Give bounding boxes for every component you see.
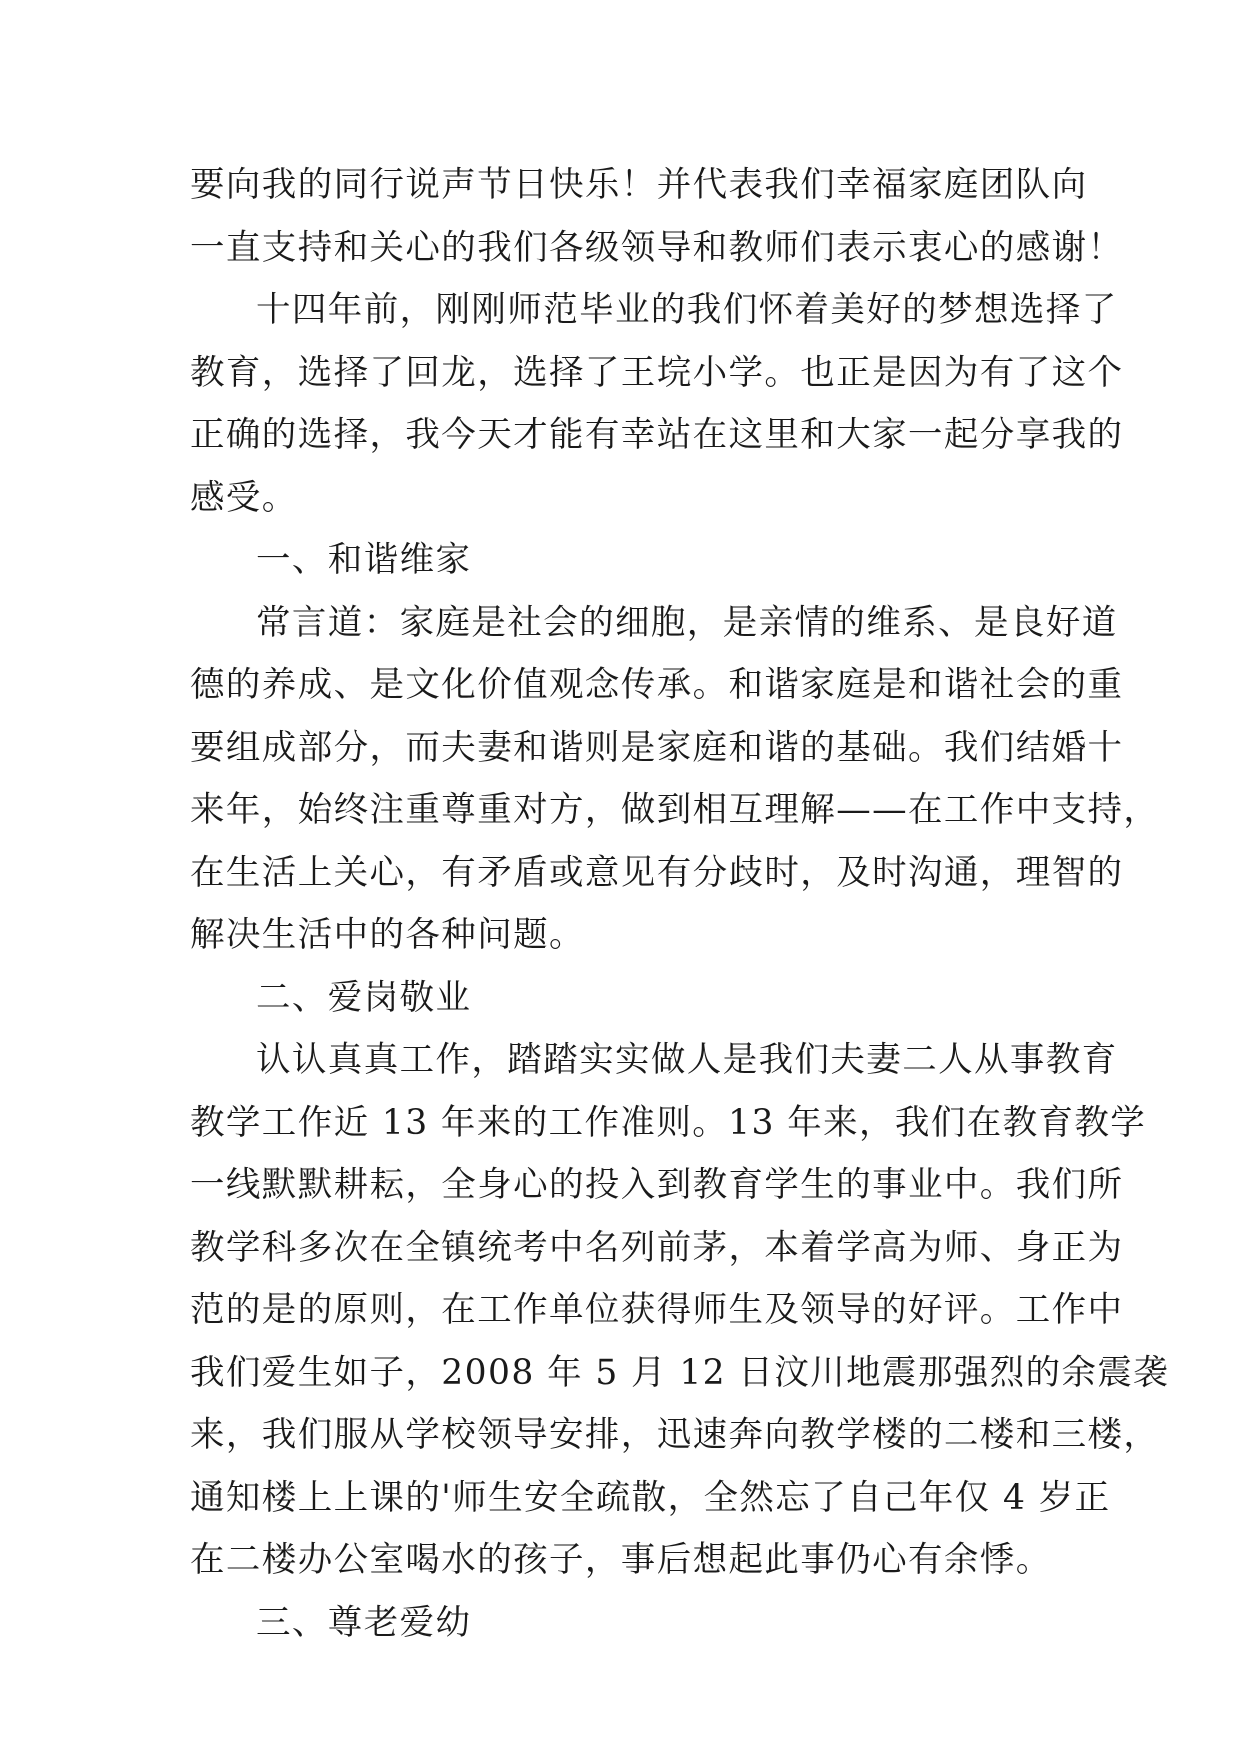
text-line: 正确的选择，我今天才能有幸站在这里和大家一起分享我的 xyxy=(190,415,1124,455)
section-heading-2: 二、爱岗敬业 xyxy=(256,977,472,1018)
text-line: 一直支持和关心的我们各级领导和教师们表示衷心的感谢！ xyxy=(190,227,1124,268)
document-body xyxy=(190,154,1170,1654)
text-line: 范的是的原则，在工作单位获得师生及领导的好评。工作中 xyxy=(190,1290,1124,1330)
text-line: 教育，选择了回龙，选择了王垸小学。也正是因为有了这个 xyxy=(190,352,1124,393)
text-line: 德的养成、是文化价值观念传承。和谐家庭是和谐社会的重 xyxy=(190,665,1124,705)
text-line: 感受。 xyxy=(190,477,298,518)
text-line: 来，我们服从学校领导安排，迅速奔向教学楼的二楼和三楼， xyxy=(190,1415,1160,1455)
text-line: 教学工作近 13 年来的工作准则。13 年来，我们在教育教学 xyxy=(190,1102,1147,1143)
text-line: 一线默默耕耘，全身心的投入到教育学生的事业中。我们所 xyxy=(190,1165,1124,1205)
section-heading-3: 三、尊老爱幼 xyxy=(256,1602,472,1643)
text-line: 在二楼办公室喝水的孩子，事后想起此事仍心有余悸。 xyxy=(190,1540,1052,1580)
paragraph-start-line: 认认真真工作，踏踏实实做人是我们夫妻二人从事教育 xyxy=(256,1040,1118,1080)
text-line: 来年，始终注重尊重对方，做到相互理解——在工作中支持， xyxy=(190,790,1160,830)
paragraph-start-line: 常言道：家庭是社会的细胞，是亲情的维系、是良好道 xyxy=(256,602,1118,643)
text-line: 教学科多次在全镇统考中名列前茅，本着学高为师、身正为 xyxy=(190,1227,1124,1268)
text-line: 要组成部分，而夫妻和谐则是家庭和谐的基础。我们结婚十 xyxy=(190,727,1124,768)
text-line: 要向我的同行说声节日快乐！并代表我们幸福家庭团队向 xyxy=(190,165,1088,205)
text-line: 我们爱生如子，2008 年 5 月 12 日汶川地震那强烈的余震袭 xyxy=(190,1352,1170,1393)
text-line: 解决生活中的各种问题。 xyxy=(190,915,585,955)
paragraph-start-line: 十四年前，刚刚师范毕业的我们怀着美好的梦想选择了 xyxy=(256,290,1118,330)
section-heading-1: 一、和谐维家 xyxy=(256,540,472,580)
text-line: 在生活上关心，有矛盾或意见有分歧时，及时沟通，理智的 xyxy=(190,852,1124,893)
text-line: 通知楼上上课的'师生安全疏散，全然忘了自己年仅 4 岁正 xyxy=(190,1477,1111,1518)
